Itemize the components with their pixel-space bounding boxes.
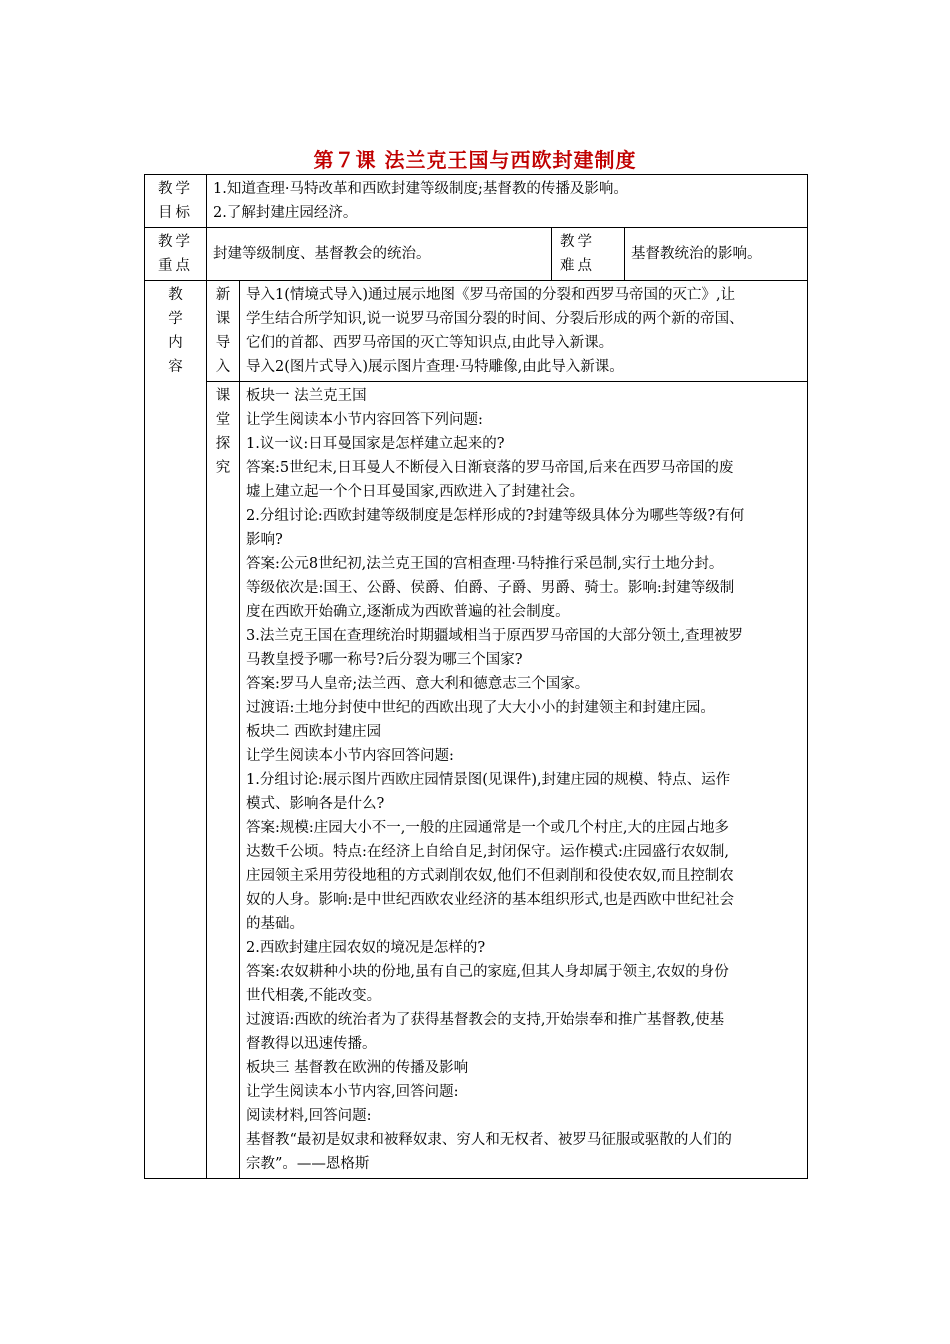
key-label: 教学 重点 — [145, 228, 207, 281]
text-line: 让学生阅读本小节内容回答下列问题: — [246, 412, 483, 428]
answer-line: 达数千公顷。特点:在经济上自给自足,封闭保守。运作模式:庄园盛行农奴制, — [246, 844, 729, 860]
intro-row — [145, 281, 808, 382]
text-line: 让学生阅读本小节内容回答问题: — [246, 748, 454, 764]
page-title: 第７课 法兰克王国与西欧封建制度 — [313, 148, 637, 172]
answer-line: 答案:农奴耕种小块的份地,虽有自己的家庭,但其人身却属于领主,农奴的身份 — [246, 964, 729, 980]
transition-line: 过渡语:土地分封使中世纪的西欧出现了大大小小的封建领主和封建庄园。 — [246, 700, 715, 716]
intro-line: 它们的首都、西罗马帝国的灭亡等知识点,由此导入新课。 — [246, 335, 614, 351]
goals-cell — [207, 175, 808, 228]
question-line: 影响? — [246, 532, 283, 548]
answer-line: 答案:公元8世纪初,法兰克王国的宫相查理·马特推行采邑制,实行土地分封。 — [246, 556, 724, 572]
section-heading: 板块三 基督教在欧洲的传播及影响 — [246, 1060, 469, 1076]
answer-line: 奴的人身。影响:是中世纪西欧农业经济的基本组织形式,也是西欧中世纪社会 — [246, 892, 734, 908]
quote-line: 宗教”。——恩格斯 — [246, 1156, 370, 1172]
difficulty-label: 教学 难点 — [552, 228, 625, 281]
answer-line: 答案:5世纪末,日耳曼人不断侵入日渐衰落的罗马帝国,后来在西罗马帝国的废 — [246, 460, 734, 476]
intro-label: 新 课 导 入 — [207, 281, 240, 382]
goals-label: 教学 目标 — [145, 175, 207, 228]
transition-line: 督教得以迅速传播。 — [246, 1036, 377, 1052]
text-line: 让学生阅读本小节内容,回答问题: — [246, 1084, 459, 1100]
question-line: 1.分组讨论:展示图片西欧庄园情景图(见课件),封建庄园的规模、特点、运作 — [246, 772, 731, 788]
answer-line: 度在西欧开始确立,逐渐成为西欧普遍的社会制度。 — [246, 604, 570, 620]
section-heading: 板块一 法兰克王国 — [246, 388, 367, 404]
explore-label: 课 堂 探 究 — [207, 382, 240, 1179]
quote-line: 基督教“最初是奴隶和被释奴隶、穷人和无权者、被罗马征服或驱散的人们的 — [246, 1132, 732, 1148]
question-line: 2.分组讨论:西欧封建等级制度是怎样形成的?封建等级具体分为哪些等级?有何 — [246, 508, 745, 524]
key-row — [145, 228, 808, 281]
difficulty-text: 基督教统治的影响。 — [625, 228, 808, 281]
lesson-plan-table — [144, 174, 808, 1179]
answer-line: 的基础。 — [246, 916, 304, 932]
text-line: 阅读材料,回答问题: — [246, 1108, 372, 1124]
content-label: 教 学 内 容 — [145, 281, 207, 1179]
question-line: 3.法兰克王国在查理统治时期疆域相当于原西罗马帝国的大部分领土,查理被罗 — [246, 628, 743, 644]
answer-line: 答案:规模:庄园大小不一,一般的庄园通常是一个或几个村庄,大的庄园占地多 — [246, 820, 729, 836]
answer-line: 答案:罗马人皇帝;法兰西、意大利和德意志三个国家。 — [246, 676, 590, 692]
question-line: 模式、影响各是什么? — [246, 796, 385, 812]
question-line: 马教皇授予哪一称号?后分裂为哪三个国家? — [246, 652, 523, 668]
section-heading: 板块二 西欧封建庄园 — [246, 724, 382, 740]
intro-line: 学生结合所学知识,说一说罗马帝国分裂的时间、分裂后形成的两个新的帝国、 — [246, 311, 744, 327]
goal-item: 1.知道查理·马特改革和西欧封建等级制度;基督教的传播及影响。 — [213, 181, 628, 197]
key-text: 封建等级制度、基督教会的统治。 — [207, 228, 552, 281]
answer-line: 墟上建立起一个个日耳曼国家,西欧进入了封建社会。 — [246, 484, 585, 500]
explore-cell — [240, 382, 808, 1179]
explore-row — [145, 382, 808, 1179]
intro-line: 导入1(情境式导入)通过展示地图《罗马帝国的分裂和西罗马帝国的灭亡》,让 — [246, 287, 736, 303]
intro-cell — [240, 281, 808, 382]
question-line: 2.西欧封建庄园农奴的境况是怎样的? — [246, 940, 486, 956]
answer-line: 等级依次是:国王、公爵、侯爵、伯爵、子爵、男爵、骑士。影响:封建等级制 — [246, 580, 735, 596]
question-line: 1.议一议:日耳曼国家是怎样建立起来的? — [246, 436, 505, 452]
intro-line: 导入2(图片式导入)展示图片查理·马特雕像,由此导入新课。 — [246, 359, 624, 375]
answer-line: 庄园领主采用劳役地租的方式剥削农奴,他们不但剥削和役使农奴,而且控制农 — [246, 868, 734, 884]
transition-line: 过渡语:西欧的统治者为了获得基督教会的支持,开始崇奉和推广基督教,使基 — [246, 1012, 725, 1028]
goals-row — [145, 175, 808, 228]
answer-line: 世代相袭,不能改变。 — [246, 988, 382, 1004]
goal-item: 2.了解封建庄园经济。 — [213, 205, 358, 221]
